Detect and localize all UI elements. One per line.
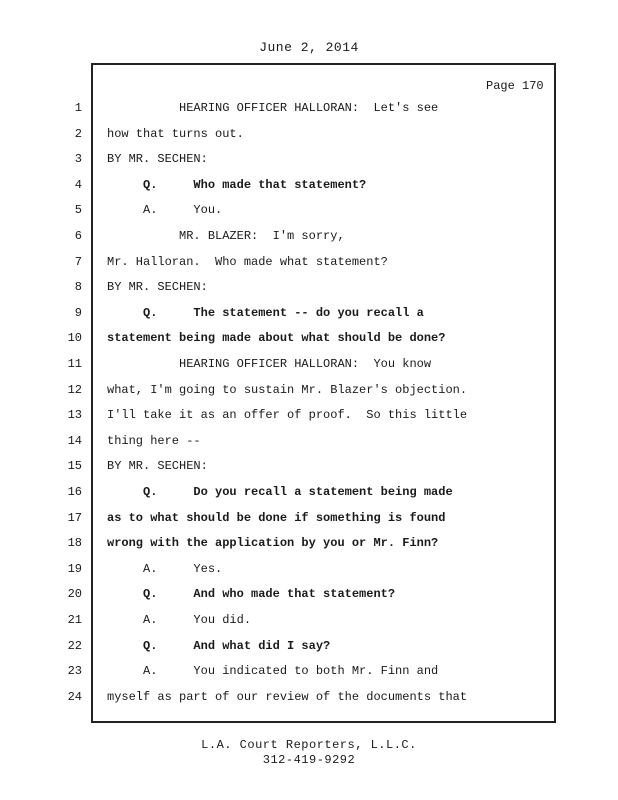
transcript-line: how that turns out. xyxy=(107,127,244,141)
line-number: 5 xyxy=(74,203,82,217)
transcript-line: Q. And what did I say? xyxy=(107,639,331,653)
line-number: 1 xyxy=(74,101,82,115)
line-number: 3 xyxy=(74,152,82,166)
transcript-line: I'll take it as an offer of proof. So this little xyxy=(107,408,468,422)
transcript-line: myself as part of our review of the documents that xyxy=(107,690,468,704)
transcript-line: wrong with the application by you or Mr. Finn? xyxy=(107,536,439,550)
line-number: 22 xyxy=(67,639,82,653)
transcript-line: what, I'm going to sustain Mr. Blazer's objection. xyxy=(107,383,468,397)
transcript-line: Q. The statement -- do you recall a xyxy=(107,306,424,320)
line-number: 21 xyxy=(67,613,82,627)
transcript-line: as to what should be done if something is found xyxy=(107,511,446,525)
transcript-line: MR. BLAZER: I'm sorry, xyxy=(107,229,345,243)
line-number: 9 xyxy=(74,306,82,320)
line-number: 6 xyxy=(74,229,82,243)
line-number: 19 xyxy=(67,562,82,576)
transcript-line: Q. And who made that statement? xyxy=(107,587,396,601)
transcript-line: BY MR. SECHEN: xyxy=(107,280,208,294)
transcript-line: statement being made about what should be done? xyxy=(107,331,446,345)
line-number: 10 xyxy=(67,331,82,345)
line-number: 20 xyxy=(67,587,82,601)
line-number: 2 xyxy=(74,127,82,141)
transcript-line: Mr. Halloran. Who made what statement? xyxy=(107,255,388,269)
line-number: 18 xyxy=(67,536,82,550)
transcript-line: A. You did. xyxy=(107,613,252,627)
line-number: 8 xyxy=(74,280,82,294)
transcript-line: A. You. xyxy=(107,203,223,217)
line-number: 23 xyxy=(67,664,82,678)
footer-phone: 312-419-9292 xyxy=(262,753,356,767)
footer-company: L.A. Court Reporters, L.L.C. xyxy=(201,738,417,752)
page-number: Page 170 xyxy=(486,79,544,93)
line-number: 12 xyxy=(67,383,82,397)
line-number: 4 xyxy=(74,178,82,192)
line-number: 16 xyxy=(67,485,82,499)
transcript-line: BY MR. SECHEN: xyxy=(107,459,208,473)
transcript-line: Q. Do you recall a statement being made xyxy=(107,485,453,499)
transcript-line: Q. Who made that statement? xyxy=(107,178,367,192)
transcript-line: BY MR. SECHEN: xyxy=(107,152,208,166)
line-number: 24 xyxy=(67,690,82,704)
line-number: 13 xyxy=(67,408,82,422)
transcript-line: HEARING OFFICER HALLORAN: Let's see xyxy=(107,101,439,115)
header-date: June 2, 2014 xyxy=(259,40,359,55)
transcript-line: thing here -- xyxy=(107,434,201,448)
transcript-line: A. You indicated to both Mr. Finn and xyxy=(107,664,439,678)
line-number: 15 xyxy=(67,459,82,473)
line-number: 14 xyxy=(67,434,82,448)
line-number: 7 xyxy=(74,255,82,269)
line-number: 11 xyxy=(67,357,82,371)
line-number: 17 xyxy=(67,511,82,525)
transcript-line: HEARING OFFICER HALLORAN: You know xyxy=(107,357,432,371)
transcript-line: A. Yes. xyxy=(107,562,223,576)
